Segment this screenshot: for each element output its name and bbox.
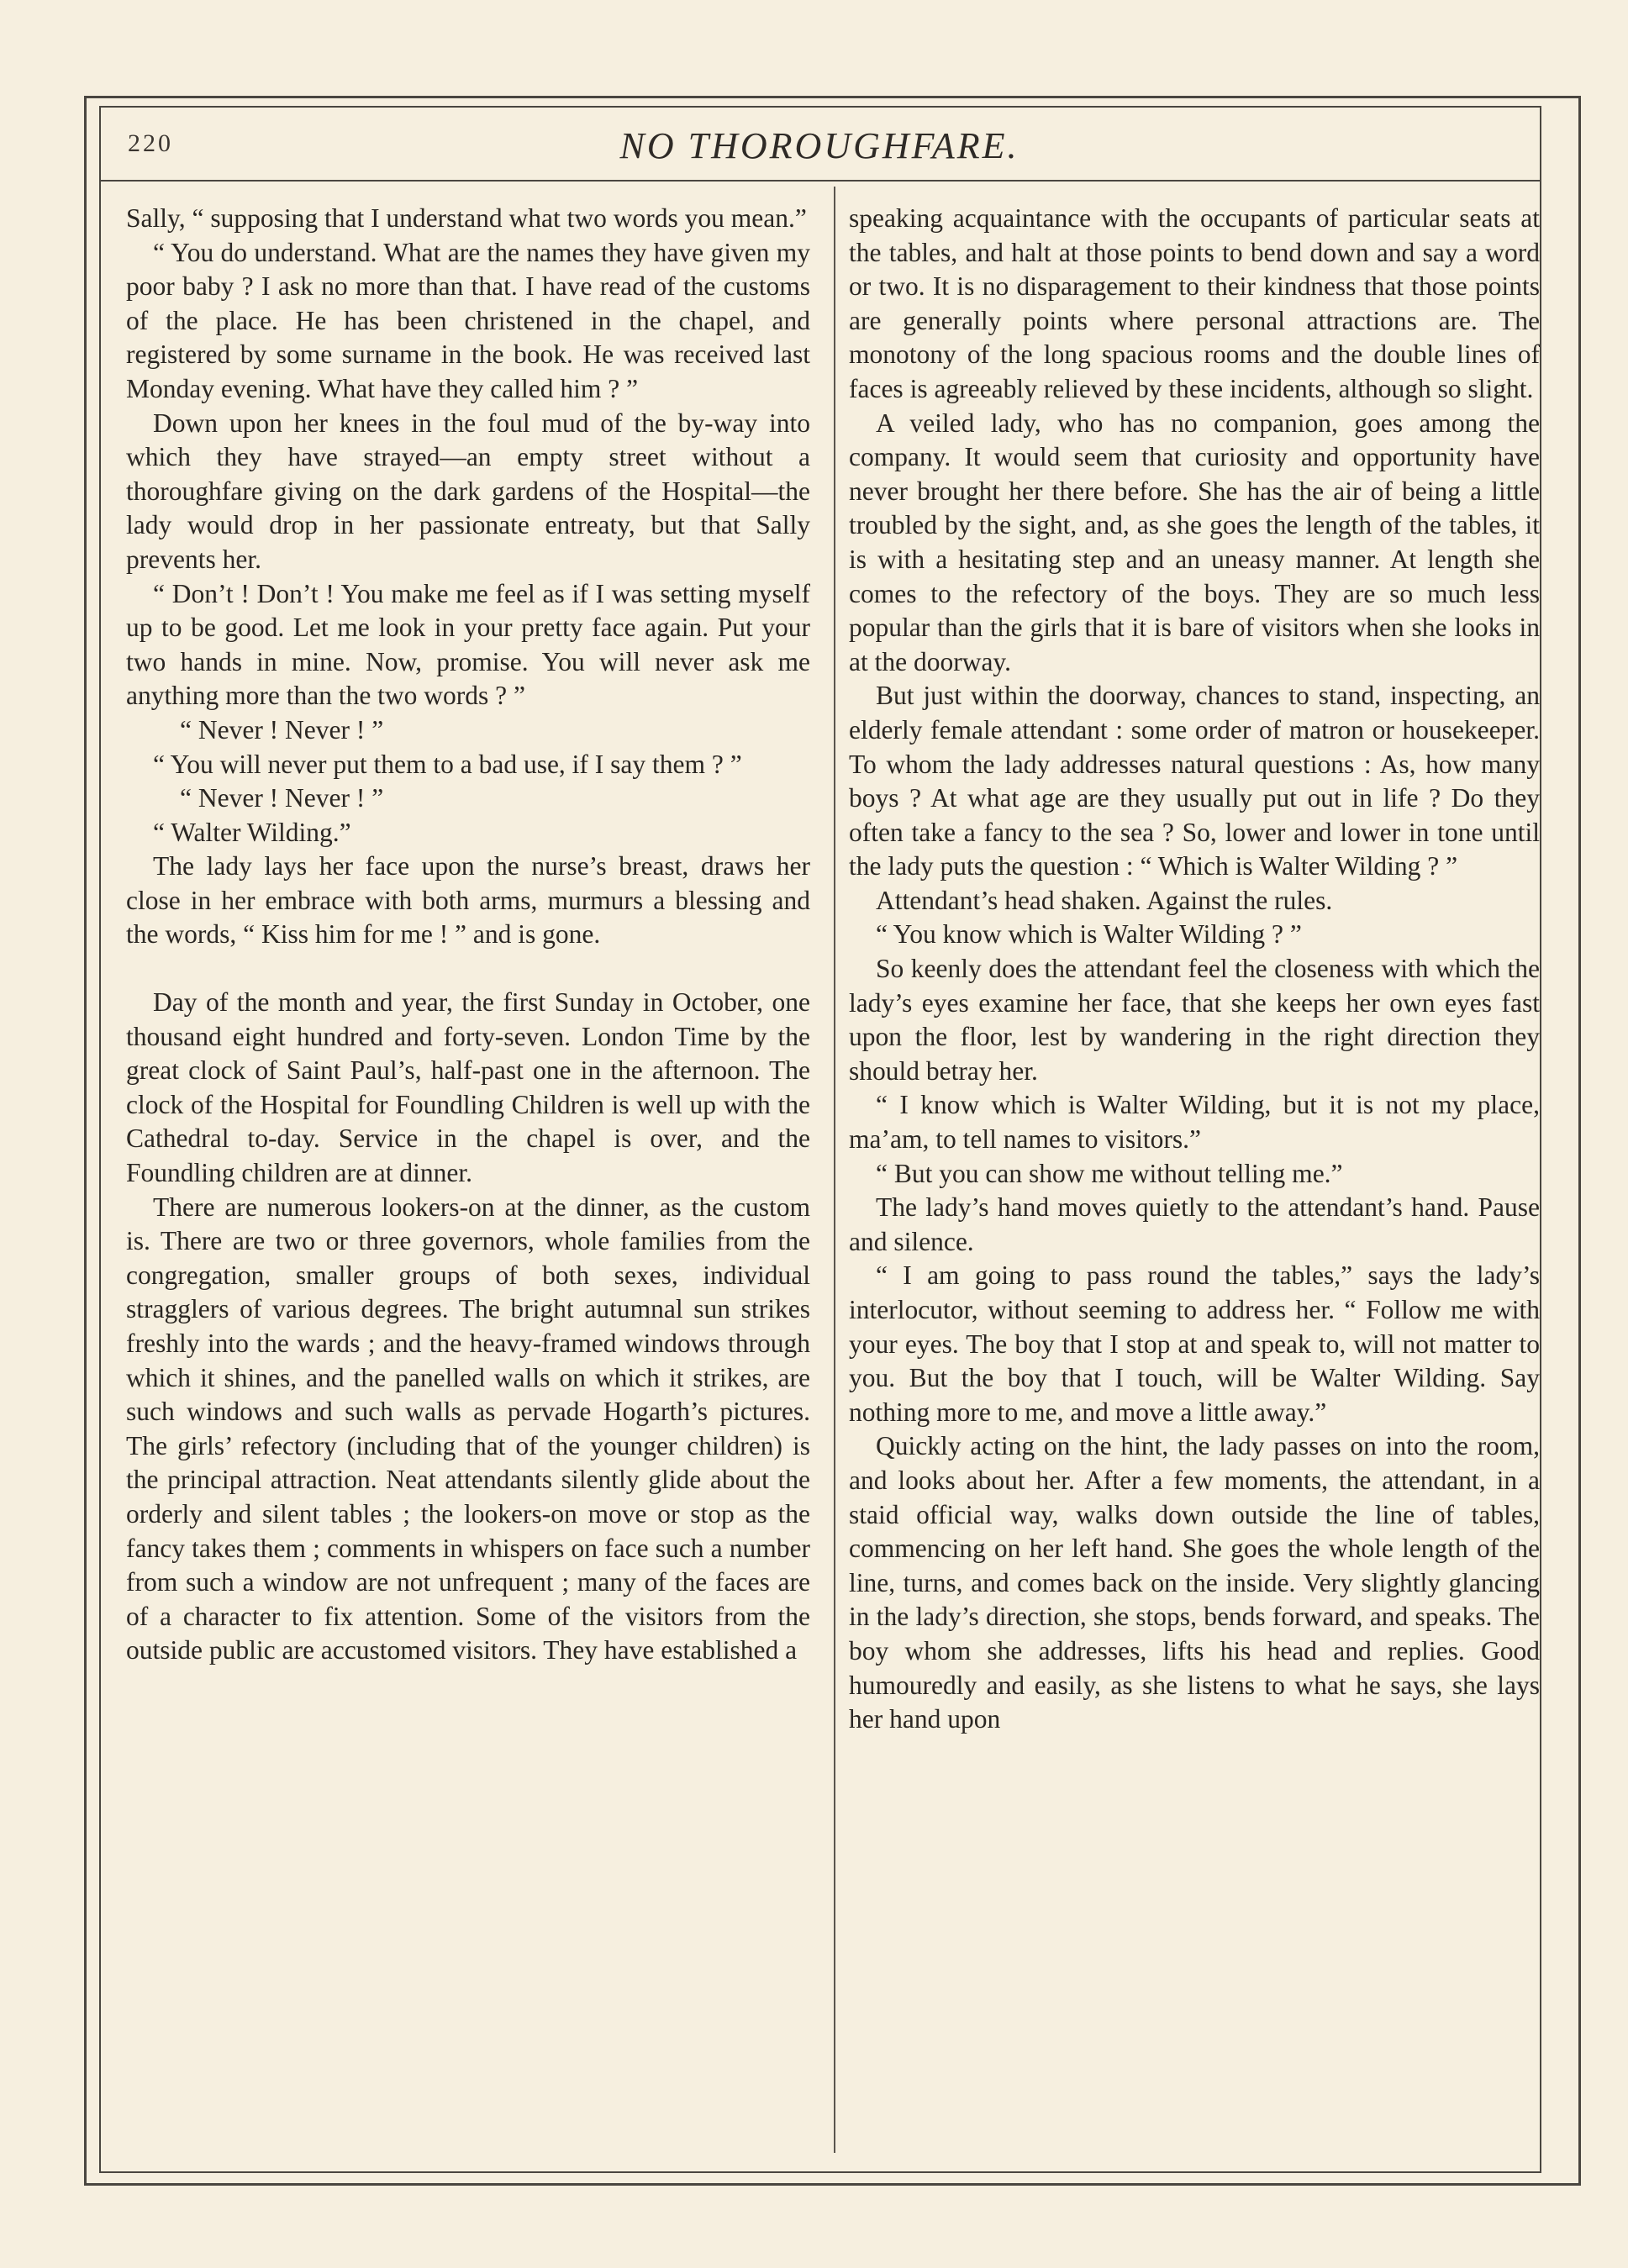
- paragraph: Sally, “ supposing that I understand what two words you mean.”: [126, 203, 807, 233]
- paragraph: Down upon her knees in the foul mud of the by-way into which they have strayed—an empty street without a thoroughfare giving on the dark gardens of the Hospital—the lady would drop in her passionate entreaty, but that Sally prevents her.: [126, 408, 810, 574]
- paragraph: Quickly acting on the hint, the lady passes on into the room, and looks about her. After a few moments, the attendant, in a staid official way, walks down outside the line of tables, commencing on her left hand. She goes the whole length of the line, turns, and comes back on the inside. Very slightly glancing in the lady’s direction, she stops, bends forward, and speaks. The boy whom she addresses, lifts his head and replies. Good humouredly and easily, as she listens to what he says, she lays her hand upon: [849, 1431, 1540, 1734]
- header-rule: [99, 180, 1540, 182]
- left-rule-inner: [99, 106, 101, 2173]
- paragraph: Attendant’s head shaken. Against the rules.: [876, 885, 1333, 915]
- paragraph: “ Never ! Never ! ”: [180, 783, 384, 813]
- running-title: NO THOROUGHFARE.: [619, 125, 1019, 166]
- paragraph: The lady lays her face upon the nurse’s breast, draws her close in her embrace with both arms, murmurs a blessing and the words, “ Kiss him for me ! ” and is gone.: [126, 851, 810, 950]
- paragraph: “ Don’t ! Don’t ! You make me feel as if I was setting myself up to be good. Let me look in your pretty face again. Put your two hands in mine. Now, promise. You will never ask me anything more than the two words ? ”: [126, 578, 810, 711]
- page-number: 220: [128, 129, 173, 157]
- bottom-rule-outer: [84, 2183, 1581, 2186]
- paragraph: Day of the month and year, the first Sunday in October, one thousand eight hundred and forty-seven. London Time by the great clock of Saint Paul’s, half-past one in the afternoon. The clock of the Hospital for Foundling Children is well up with the Cathedral to-day. Service in the chapel is over, and the Foundling children are at dinner.: [126, 987, 810, 1188]
- paragraph: So keenly does the attendant feel the closeness with which the lady’s eyes examine her face, that she keeps her own eyes fast upon the floor, lest by wandering in the right direction they should betray her.: [849, 954, 1540, 1086]
- paragraph: There are numerous lookers-on at the dinner, as the custom is. There are two or three governors, whole families from the congregation, smaller groups of both sexes, individual stragglers of various degrees. The bright autumnal sun strikes freshly into the wards ; and the heavy-framed windows through which it shines, and the panelled walls on which it strikes, are such windows and such walls as pervade Hogarth’s pictures. The girls’ refectory (including that of the younger children) is the principal attraction. Neat attendants silently glide about the orderly and silent tables ; the lookers-on move or stop as the fancy takes them ; comments in whispers on face such a number from such a window are not unfrequent ; many of the faces are of a character to fix attention. Some of the visitors from the outside public are accustomed visitors. They have established a: [126, 1192, 810, 1665]
- paragraph: “ I know which is Walter Wilding, but it is not my place, ma’am, to tell names to visitors.”: [849, 1090, 1540, 1155]
- page-header: [99, 124, 1540, 175]
- right-rule-outer: [1578, 96, 1581, 2185]
- left-column: [126, 202, 810, 1668]
- paragraph: speaking acquaintance with the occupants of particular seats at the tables, and halt at those points to bend down and say a word or two. It is no disparagement to their kindness that those points are generally points where personal attractions are. The monotony of the long spacious rooms and the double lines of faces is agreeably relieved by these incidents, although so slight.: [849, 203, 1540, 403]
- paragraph: “ You do understand. What are the names they have given my poor baby ? I ask no more than that. I have read of the customs of the place. He has been christened in the chapel, and registered by some surname in the book. He was received last Monday evening. What have they called him ? ”: [126, 237, 810, 403]
- paragraph: “ Walter Wilding.”: [153, 817, 351, 847]
- paragraph: A veiled lady, who has no companion, goes among the company. It would seem that curiosity and opportunity have never brought her there before. She has the air of being a little troubled by the sight, and, as she goes the length of the tables, it is with a hesitating step and an uneasy manner. At length she comes to the refectory of the boys. They are so much less popular than the girls that it is bare of visitors when she looks in at the doorway.: [849, 408, 1540, 676]
- bottom-rule-inner: [99, 2171, 1541, 2173]
- paragraph: The lady’s hand moves quietly to the attendant’s hand. Pause and silence.: [849, 1192, 1540, 1256]
- column-divider: [834, 187, 835, 2153]
- paragraph: But just within the doorway, chances to stand, inspecting, an elderly female attendant : some order of matron or housekeeper. To whom the lady addresses natural questions : As, how many boys ? At what age are they usually put out in life ? Do they often take a fancy to the sea ? So, lower and lower in tone until the lady puts the question : “ Which is Walter Wilding ? ”: [849, 681, 1540, 881]
- paragraph: “ You know which is Walter Wilding ? ”: [876, 919, 1302, 950]
- left-rule-outer: [84, 96, 87, 2185]
- right-column: [849, 202, 1540, 1737]
- paragraph: “ You will never put them to a bad use, if I say them ? ”: [153, 749, 742, 779]
- top-rule-inner: [99, 106, 1540, 108]
- top-rule-outer: [84, 96, 1580, 98]
- paragraph: “ But you can show me without telling me.”: [876, 1158, 1343, 1188]
- paragraph: “ I am going to pass round the tables,” says the lady’s interlocutor, without seeming to address her. “ Follow me with your eyes. The boy that I stop at and speak to, will not matter to you. But the boy that I touch, will be Walter Wilding. Say nothing more to me, and move a little away.”: [849, 1260, 1540, 1427]
- right-rule-inner: [1540, 106, 1541, 2173]
- paragraph: “ Never ! Never ! ”: [180, 714, 384, 745]
